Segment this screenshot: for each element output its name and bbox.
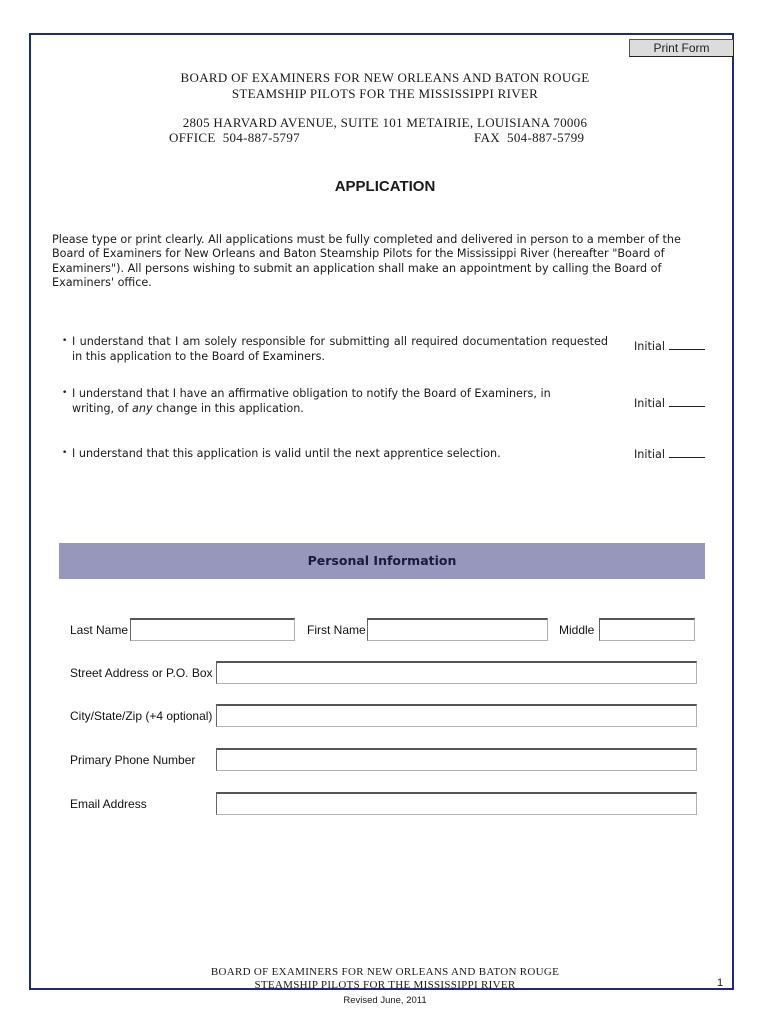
initial-field[interactable] <box>634 447 705 461</box>
page-number: 1 <box>717 977 724 989</box>
acknowledgement-text: I understand that I have an affirmative obligation to notify the Board of Examiners, in writing, of any change in this application. <box>72 387 551 415</box>
initial-line[interactable] <box>669 447 705 458</box>
street-address-label: Street Address or P.O. Box <box>70 666 213 680</box>
first-name-label: First Name <box>307 623 366 637</box>
header-board-name: BOARD OF EXAMINERS FOR NEW ORLEANS AND BATON ROUGE <box>180 70 590 85</box>
section-header-personal-information: Personal Information <box>59 543 705 579</box>
initial-line[interactable] <box>669 396 705 407</box>
header-office-phone: OFFICE 504-887-5797 <box>169 130 300 145</box>
first-name-input[interactable] <box>367 618 548 641</box>
middle-name-label: Middle <box>559 623 595 637</box>
middle-name-input[interactable] <box>599 618 695 641</box>
city-state-zip-label: City/State/Zip (+4 optional) <box>70 709 213 723</box>
street-address-input[interactable] <box>216 661 697 684</box>
phone-label: Primary Phone Number <box>70 753 196 767</box>
email-input[interactable] <box>216 792 697 815</box>
revision-date: Revised June, 2011 <box>343 995 427 1006</box>
email-label: Email Address <box>70 797 147 811</box>
bullet-icon: • <box>62 388 68 398</box>
header-address: 2805 HARVARD AVENUE, SUITE 101 METAIRIE, LOUISIANA 70006 <box>182 115 588 130</box>
bullet-icon: • <box>62 448 68 458</box>
initial-line[interactable] <box>669 339 705 350</box>
acknowledgement-text: I understand that this application is valid until the next apprentice selection. <box>72 447 501 460</box>
instructions-paragraph: Please type or print clearly. All applications must be fully completed and delivered in person to a member of the Board of Examiners for New Orleans and Baton Steamship Pilots for the Mississippi River (hereafter "Board of Examiners"). All persons wishing to submit an application shall make an appointment by calling the Board of Examiners' office. <box>52 233 681 289</box>
initial-label: Initial <box>634 397 665 410</box>
initial-field[interactable] <box>634 339 705 353</box>
initial-field[interactable] <box>634 396 705 410</box>
last-name-input[interactable] <box>130 618 295 641</box>
initial-label: Initial <box>634 340 665 353</box>
page-title: APPLICATION <box>334 178 436 195</box>
initial-label: Initial <box>634 448 665 461</box>
page-border <box>29 33 734 990</box>
phone-input[interactable] <box>216 748 697 771</box>
header-fax: FAX 504-887-5799 <box>474 130 585 145</box>
header-board-subtitle: STEAMSHIP PILOTS FOR THE MISSISSIPPI RIVER <box>231 86 539 101</box>
last-name-label: Last Name <box>70 623 129 637</box>
print-form-button[interactable]: Print Form <box>629 39 734 57</box>
bullet-icon: • <box>62 336 68 346</box>
footer-board-name: BOARD OF EXAMINERS FOR NEW ORLEANS AND BATON ROUGE STEAMSHIP PILOTS FOR THE MISSISSIPPI RIVER <box>210 966 560 991</box>
acknowledgement-text: I understand that I am solely responsible for submitting all required documentation requested in this application to the Board of Examiners. <box>72 335 608 363</box>
city-state-zip-input[interactable] <box>216 704 697 727</box>
